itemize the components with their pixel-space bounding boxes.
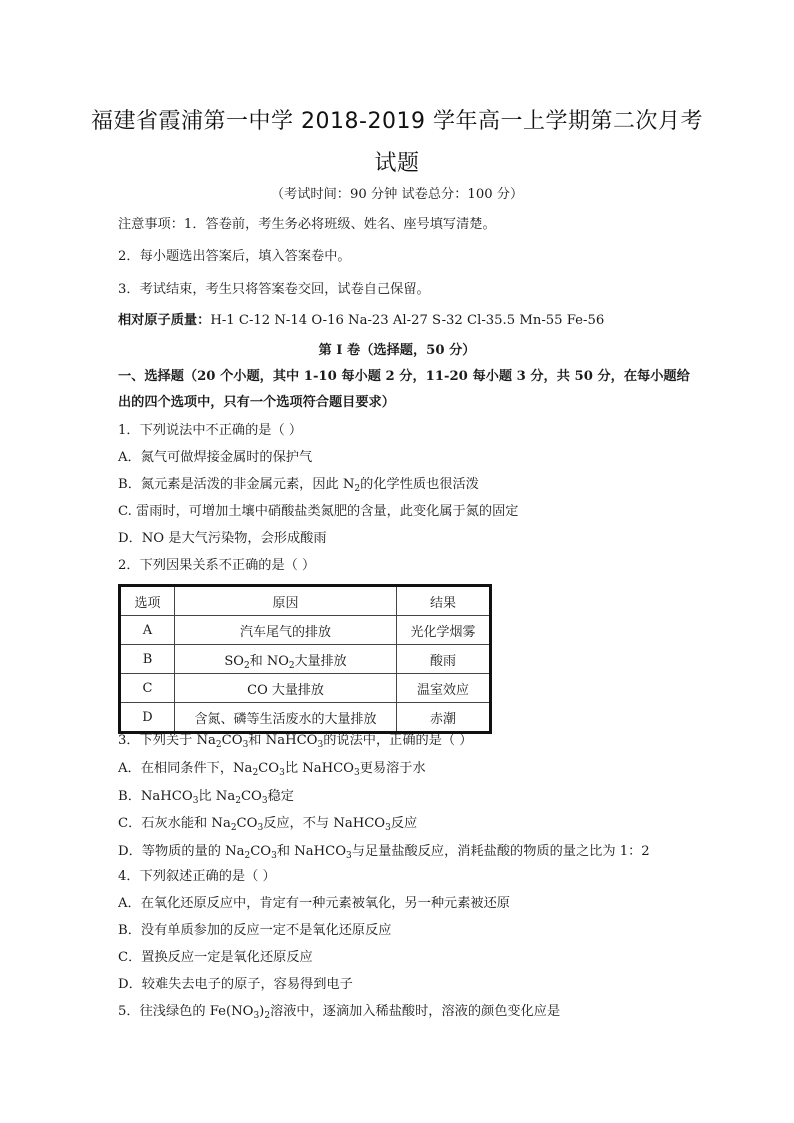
table-cell: $SO_2$和 $NO_2$大量排放 [175,645,397,674]
table-row [120,674,491,703]
q4-stem: 4．下列叙述正确的是（ ） [118,869,276,884]
table-row [120,616,491,645]
table-cell: 含氮、磷等生活废水的大量排放 [175,703,397,733]
q3-stem: 3．下列关于 $Na_2CO_3$和 NaHCO$_3$的说法中，正确的是（ ） [118,733,473,750]
q3-option-c: C．石灰水能和 $Na_2CO_3$反应，不与 NaHCO$_3$反应 [118,816,418,833]
table-header: 选项 [120,586,175,616]
table-cell: 汽车尾气的排放 [175,616,397,645]
section-desc-1: 一、选择题（20 个小题，其中 1-10 每小题 2 分，11-20 每小题 3 分，共 50 分，在每小题给 [118,369,690,384]
table-row [120,645,491,674]
q1-option-c: C. 雷雨时，可增加土壤中硝酸盐类氮肥的含量，此变化属于氮的固定 [118,504,519,519]
q1-option-b: B．氮元素是活泼的非金属元素，因此 $N_2$的化学性质也很活泼 [118,477,479,494]
q4-option-a: A．在氧化还原反应中，肯定有一种元素被氧化，另一种元素被还原 [118,896,510,911]
atomic-mass-line [118,312,604,330]
table-header: 原因 [175,586,397,616]
table-cell: C [120,674,175,703]
table-row [120,703,491,733]
table-header-row [120,586,491,616]
q1-option-a: A．氮气可做焊接金属时的保护气 [118,450,313,465]
note-2: 2．每小题选出答案后，填入答案卷中。 [118,249,351,264]
table-cell: 光化学烟雾 [397,616,491,645]
q1-option-d: D．NO 是大气污染物，会形成酸雨 [118,531,327,546]
q4-option-c: C．置换反应一定是氧化还原反应 [118,950,313,965]
q4-option-b: B．没有单质参加的反应一定不是氧化还原反应 [118,923,392,938]
q1-stem: 1．下列说法中不正确的是（ ） [118,423,303,438]
table-cell: 赤潮 [397,703,491,733]
table-cell: 酸雨 [397,645,491,674]
table-cell: 温室效应 [397,674,491,703]
table-cell: A [120,616,175,645]
table-cell: D [120,703,175,733]
q4-option-d: D．较难失去电子的原子，容易得到电子 [118,977,353,992]
table-header: 结果 [397,586,491,616]
exam-info: （考试时间：90 分钟 试卷总分：100 分） [270,187,524,202]
cause-effect-table [118,584,492,734]
q2-stem: 2．下列因果关系不正确的是（ ） [118,558,316,573]
table-cell: B [120,645,175,674]
q3-option-d: D．等物质的量的 $Na_2CO_3$和 NaHCO$_3$与足量盐酸反应，消耗盐酸的物质的量之比为 1：2 [118,844,650,861]
note-1: 注意事项：1．答卷前，考生务必将班级、姓名、座号填写清楚。 [118,217,496,232]
q3-option-a: A．在相同条件下，$Na_2CO_3$比 NaHCO$_3$更易溶于水 [118,761,426,778]
atomic-mass-values: H-1 C-12 N-14 O-16 Na-23 Al-27 S-32 Cl-35.5 Mn-55 Fe-56 [210,313,605,328]
q5-stem: 5．往浅绿色的 $Fe(NO_3)_2$溶液中，逐滴加入稀盐酸时，溶液的颜色变化应是 [118,1004,561,1021]
page-title: 福建省霞浦第一中学 2018-2019 学年高一上学期第二次月考 [91,109,703,134]
section-desc-2: 出的四个选项中，只有一个选项符合题目要求） [118,395,395,410]
atomic-mass-label: 相对原子质量： [118,313,211,328]
q3-option-b: B．NaHCO$_3$比 $Na_2CO_3$稳定 [118,789,294,806]
section-title: 第 I 卷（选择题，50 分） [318,343,476,358]
table-cell: CO 大量排放 [175,674,397,703]
page-title-line2: 试题 [374,151,420,176]
note-3: 3．考试结束，考生只将答案卷交回，试卷自己保留。 [118,282,430,297]
